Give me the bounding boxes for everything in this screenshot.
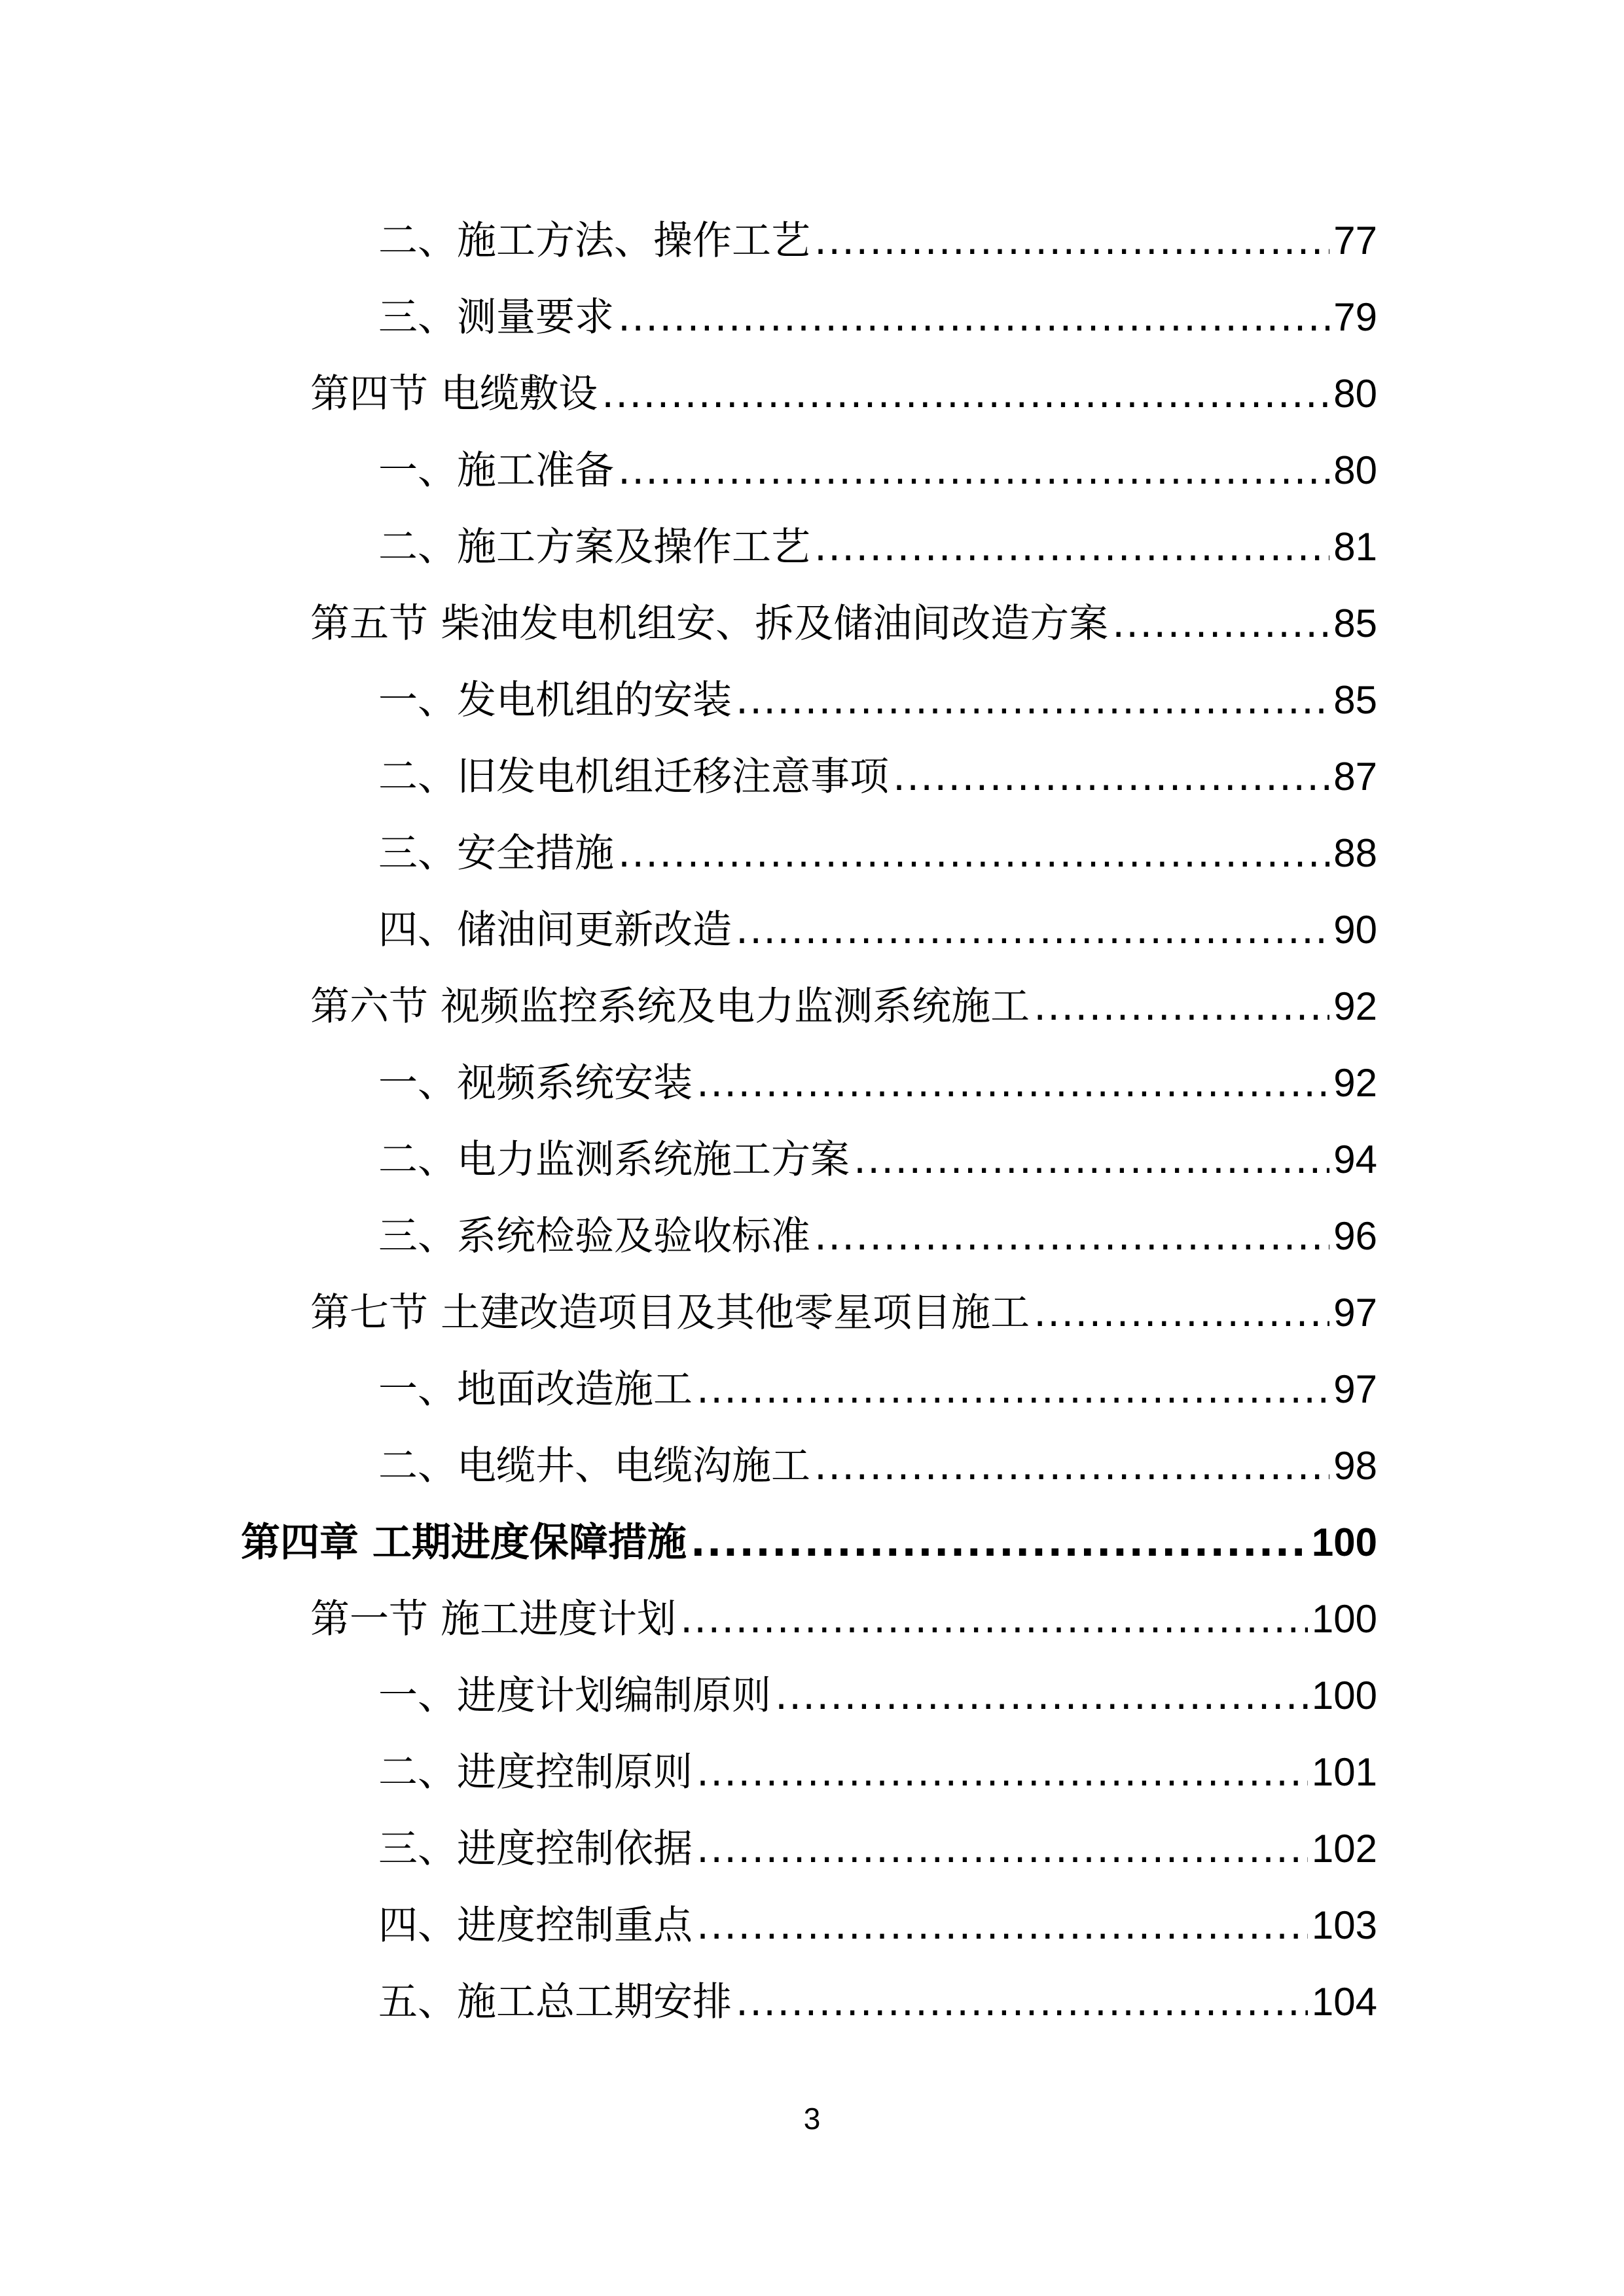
toc-leader-dots: [618, 281, 1329, 353]
toc-entry-page-number: 101: [1311, 1750, 1377, 1794]
toc-leader-dots: [814, 1200, 1329, 1272]
toc-entry-item[interactable]: [378, 1047, 1377, 1119]
toc-leader-dots: [618, 817, 1329, 889]
toc-entry-label: 第一节 施工进度计划: [310, 1596, 677, 1642]
toc-entry-label: 二、电缆井、电缆沟施工: [378, 1443, 810, 1489]
toc-entry-item[interactable]: [378, 205, 1377, 277]
toc-entry-section[interactable]: [310, 1583, 1377, 1655]
toc-leader-dots: [696, 1813, 1308, 1885]
toc-leader-dots: [1034, 1277, 1329, 1349]
toc-entry-section[interactable]: [310, 1277, 1377, 1349]
toc-entry-item[interactable]: [378, 281, 1377, 353]
toc-entry-page-number: 104: [1311, 1980, 1377, 2024]
toc-entry-page-number: 81: [1333, 525, 1377, 569]
toc-entry-item[interactable]: [378, 1430, 1377, 1502]
toc-entry-section[interactable]: [310, 358, 1377, 430]
toc-entry-label: 一、发电机组的安装: [378, 677, 732, 723]
toc-entry-page-number: 87: [1333, 755, 1377, 798]
toc-leader-dots: [814, 205, 1329, 277]
toc-entry-page-number: 80: [1333, 448, 1377, 492]
toc-entry-label: 二、施工方法、操作工艺: [378, 218, 810, 264]
toc-entry-label: 第五节 柴油发电机组安、拆及储油间改造方案: [310, 601, 1109, 647]
toc-entry-label: 五、施工总工期安排: [378, 1979, 732, 2025]
toc-leader-dots: [696, 1890, 1308, 1962]
toc-entry-item[interactable]: [378, 1660, 1377, 1732]
toc-entry-page-number: 100: [1311, 1674, 1377, 1717]
toc-entry-chapter[interactable]: [241, 1507, 1377, 1579]
toc-entry-section[interactable]: [310, 588, 1377, 660]
page-number: 3: [803, 2102, 821, 2136]
toc-entry-page-number: 92: [1333, 1061, 1377, 1105]
toc-entry-item[interactable]: [378, 1200, 1377, 1272]
toc-leader-dots: [691, 1507, 1308, 1579]
toc-entry-page-number: 100: [1311, 1520, 1377, 1564]
toc-leader-dots: [602, 358, 1329, 430]
toc-entry-page-number: 96: [1333, 1214, 1377, 1258]
toc-entry-page-number: 85: [1333, 601, 1377, 645]
toc-entry-page-number: 79: [1333, 295, 1377, 339]
toc-entry-label: 三、测量要求: [378, 295, 614, 340]
toc-entry-page-number: 102: [1311, 1827, 1377, 1871]
toc-entry-label: 第四章 工期进度保障措施: [241, 1520, 687, 1566]
toc-entry-item[interactable]: [378, 664, 1377, 736]
toc-leader-dots: [696, 1736, 1308, 1808]
toc-entry-item[interactable]: [378, 1890, 1377, 1962]
toc-entry-item[interactable]: [378, 817, 1377, 889]
toc-leader-dots: [814, 511, 1329, 583]
toc-leader-dots: [1112, 588, 1329, 660]
toc-leader-dots: [854, 1124, 1329, 1196]
toc-entry-label: 第四节 电缆敷设: [310, 371, 598, 417]
toc-entry-page-number: 85: [1333, 678, 1377, 722]
toc-entry-label: 二、进度控制原则: [378, 1749, 693, 1795]
toc-entry-label: 一、进度计划编制原则: [378, 1673, 771, 1719]
toc-entry-label: 三、进度控制依据: [378, 1826, 693, 1872]
toc-entry-page-number: 80: [1333, 372, 1377, 416]
toc-entry-label: 第七节 土建改造项目及其他零星项目施工: [310, 1290, 1030, 1336]
toc-entry-label: 一、地面改造施工: [378, 1367, 693, 1412]
toc-entry-label: 三、安全措施: [378, 831, 614, 876]
toc-leader-dots: [736, 664, 1329, 736]
toc-leader-dots: [736, 894, 1329, 966]
toc-entry-label: 二、施工方案及操作工艺: [378, 524, 810, 570]
toc-entry-label: 三、系统检验及验收标准: [378, 1213, 810, 1259]
toc-entry-item[interactable]: [378, 1813, 1377, 1885]
toc-entry-label: 一、施工准备: [378, 448, 614, 493]
toc-entry-item[interactable]: [378, 894, 1377, 966]
toc-entry-label: 二、旧发电机组迁移注意事项: [378, 754, 889, 800]
toc-entry-page-number: 88: [1333, 831, 1377, 875]
toc-leader-dots: [696, 1354, 1329, 1426]
toc-leader-dots: [814, 1430, 1329, 1502]
toc-entry-item[interactable]: [378, 1354, 1377, 1426]
toc-entry-label: 一、视频系统安装: [378, 1060, 693, 1106]
toc-entry-page-number: 97: [1333, 1291, 1377, 1335]
toc-entry-label: 四、进度控制重点: [378, 1903, 693, 1948]
toc-entry-label: 第六节 视频监控系统及电力监测系统施工: [310, 984, 1030, 1030]
toc-leader-dots: [696, 1047, 1329, 1119]
toc-entry-item[interactable]: [378, 1736, 1377, 1808]
toc-entry-item[interactable]: [378, 1124, 1377, 1196]
toc-entry-page-number: 94: [1333, 1138, 1377, 1181]
toc-entry-page-number: 98: [1333, 1444, 1377, 1488]
toc-entry-page-number: 97: [1333, 1367, 1377, 1411]
toc-leader-dots: [775, 1660, 1308, 1732]
toc-entry-section[interactable]: [310, 971, 1377, 1043]
toc-entry-page-number: 90: [1333, 908, 1377, 952]
toc-leader-dots: [680, 1583, 1308, 1655]
toc-entry-item[interactable]: [378, 1966, 1377, 2038]
toc-entry-page-number: 92: [1333, 984, 1377, 1028]
toc-leader-dots: [1034, 971, 1329, 1043]
toc-entry-item[interactable]: [378, 435, 1377, 507]
toc-entry-label: 四、储油间更新改造: [378, 907, 732, 953]
toc-entry-item[interactable]: [378, 511, 1377, 583]
toc-leader-dots: [736, 1966, 1308, 2038]
toc-entry-page-number: 103: [1311, 1903, 1377, 1947]
toc-entry-label: 二、电力监测系统施工方案: [378, 1137, 850, 1183]
toc-entry-page-number: 77: [1333, 219, 1377, 262]
toc-entry-item[interactable]: [378, 741, 1377, 813]
toc-entry-page-number: 100: [1311, 1597, 1377, 1641]
toc-leader-dots: [618, 435, 1329, 507]
toc-leader-dots: [893, 741, 1329, 813]
